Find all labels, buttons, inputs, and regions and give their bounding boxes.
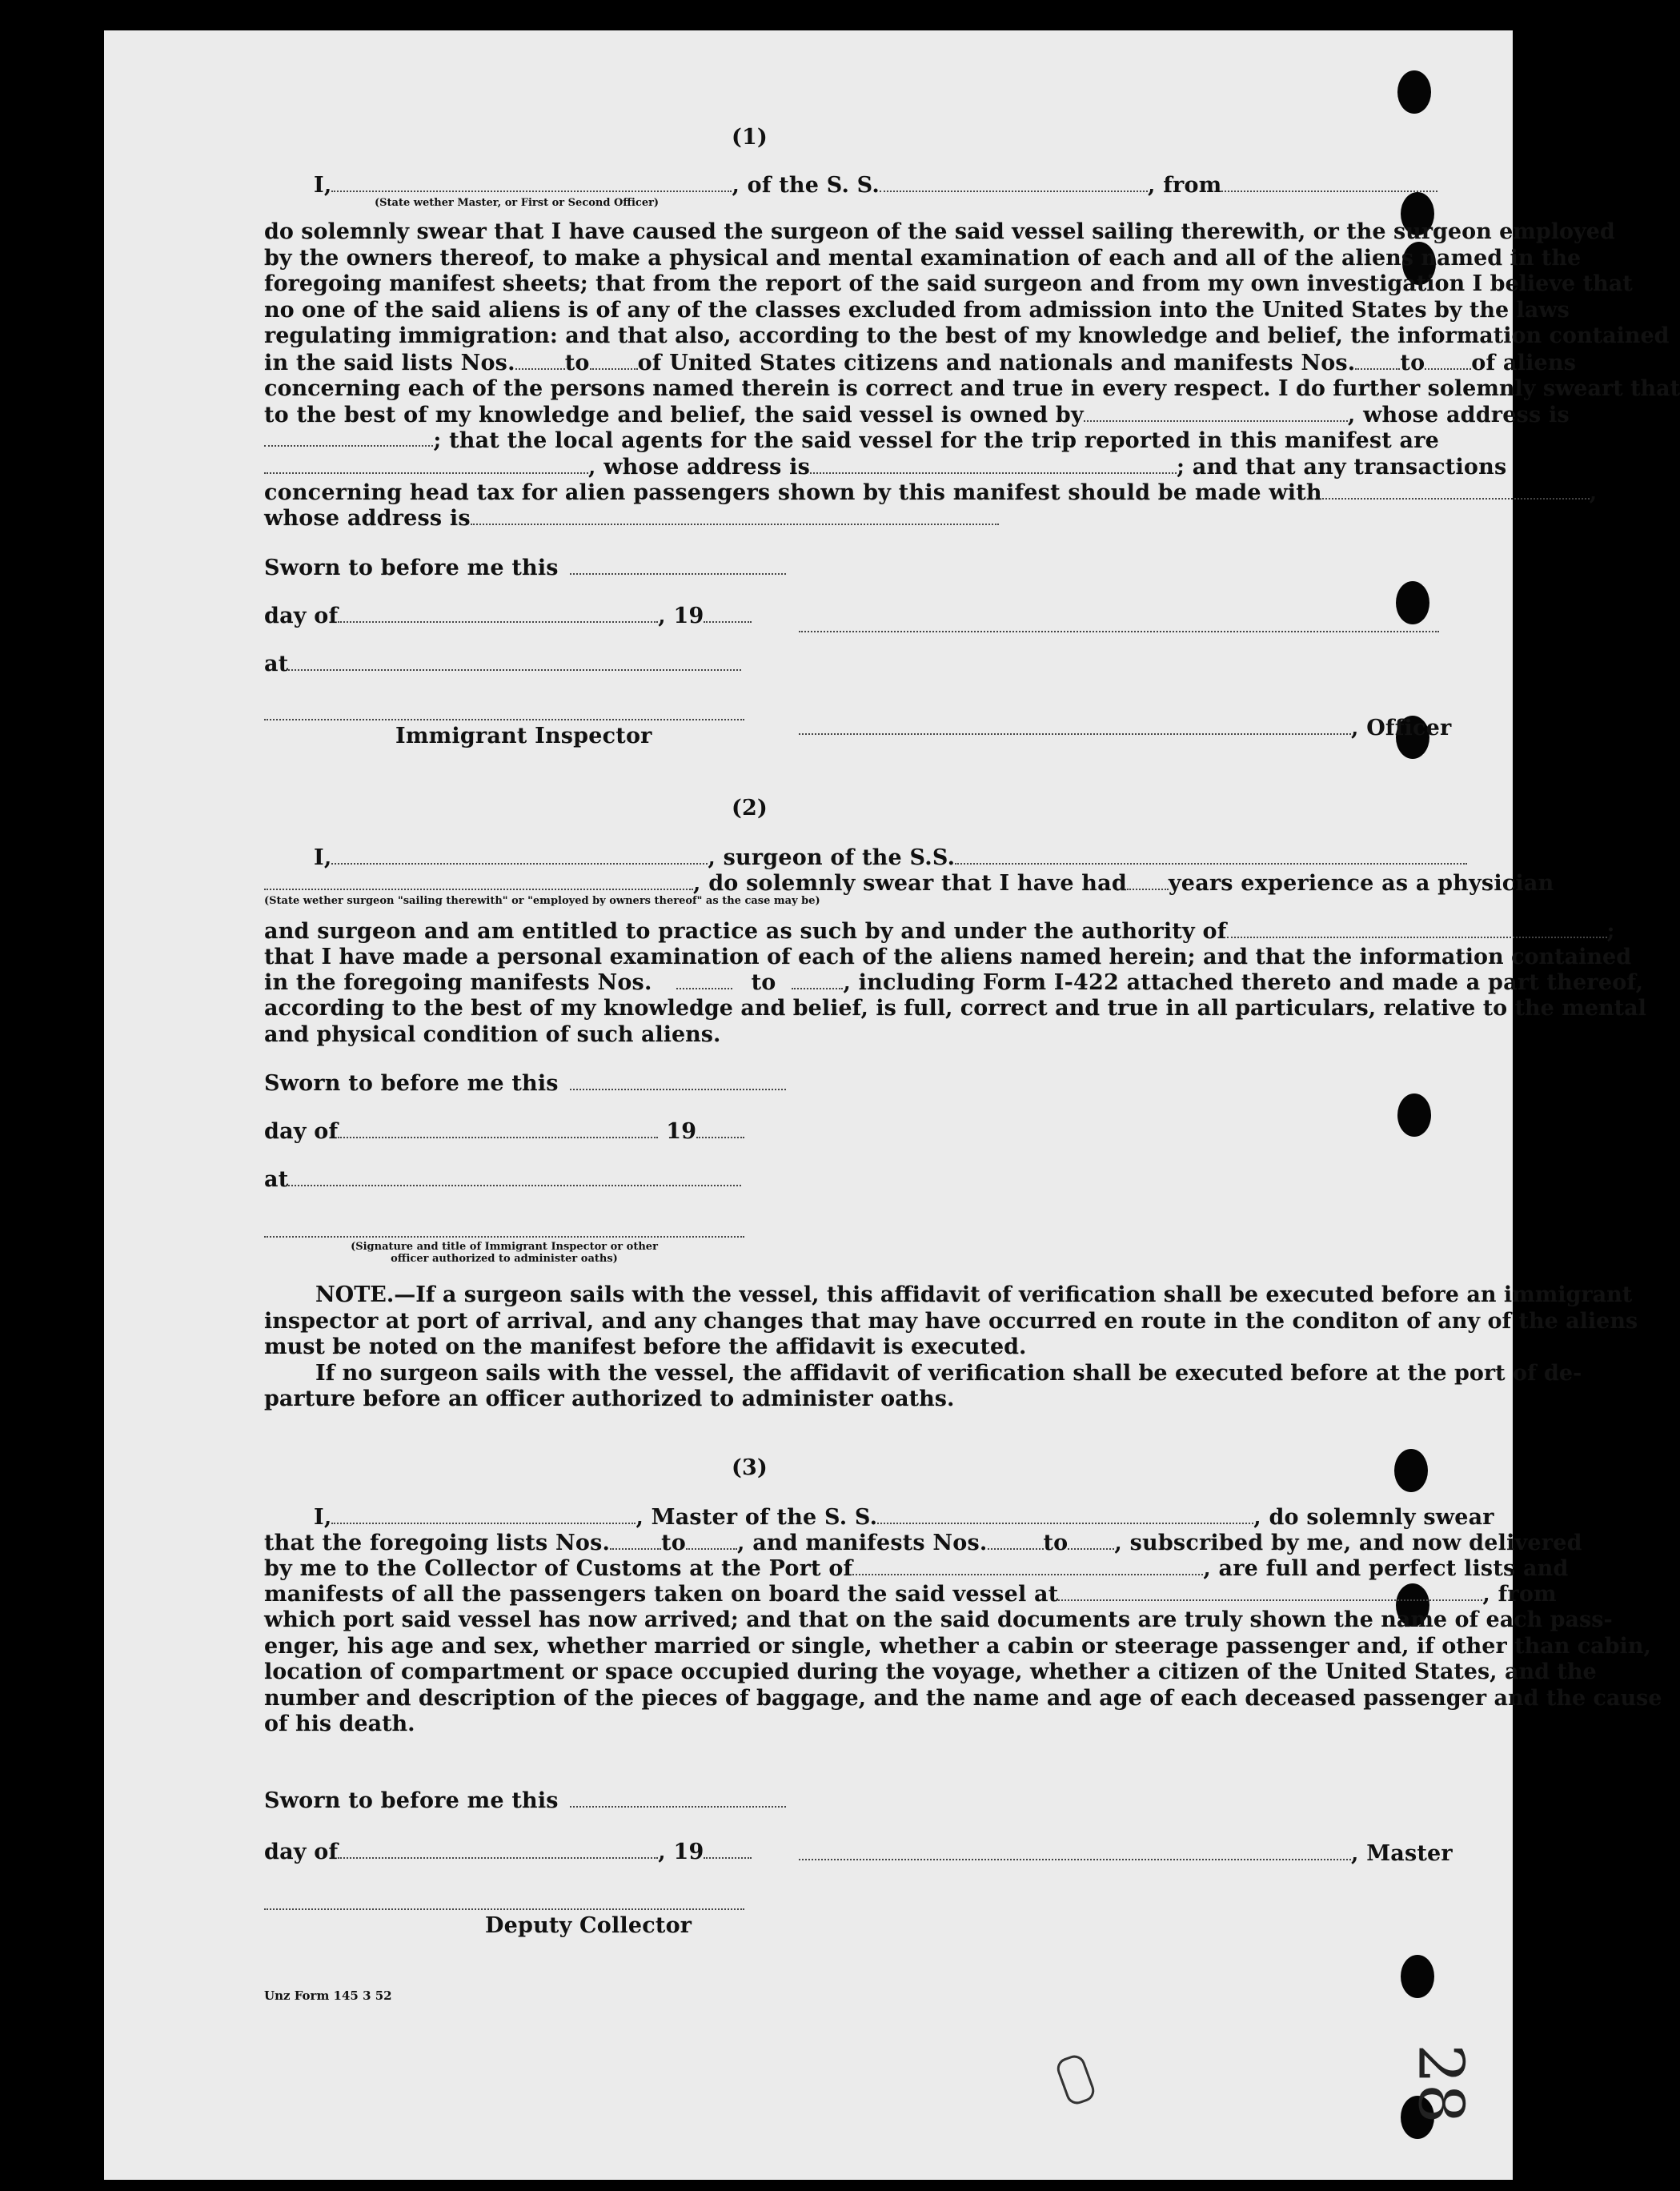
form-number: Unz Form 145 3 52 xyxy=(264,1988,392,2003)
day-of-label-2: day of 19 xyxy=(264,1119,744,1144)
examination-line: that I have made a personal examination of each of the aliens named herein; and that the information contained xyxy=(264,945,1632,969)
sworn-label-3: Sworn to before me this xyxy=(264,1788,786,1813)
section-3-first-line: I, , Master of the S. S. , do solemnly swear xyxy=(314,1505,1494,1530)
punch-hole xyxy=(1401,1955,1434,1998)
i-label: I, xyxy=(314,173,332,198)
sworn-label: Sworn to before me this xyxy=(264,556,786,580)
master-officer-note: (State wether Master, or First or Second Officer) xyxy=(375,197,660,209)
immigrant-inspector-label: Immigrant Inspector xyxy=(395,724,652,748)
concerning-line: concerning each of the persons named therein is correct and true in every respect. I do further solemnly sweart that xyxy=(264,376,1680,401)
section-2-second-line: , do solemnly swear that I have had years experience as a physician xyxy=(264,871,1439,896)
collector-line: by me to the Collector of Customs at the Port of , are full and perfect lists and xyxy=(264,1556,1569,1581)
authority-line: and surgeon and am entitled to practice as such by and under the authority of ; xyxy=(264,919,1615,944)
signature-line-inspector xyxy=(264,719,744,720)
section-2-body: according to the best of my knowledge and belief, is full, correct and true in all particulars, relative to the mental and physical condition of such aliens. xyxy=(264,996,1646,1047)
passengers-line: manifests of all the passengers taken on board the said vessel at , from xyxy=(264,1582,1557,1607)
punch-hole xyxy=(1397,70,1431,114)
at-label-2: at xyxy=(264,1167,741,1192)
note-paragraph: NOTE.—If a surgeon sails with the vessel, this affidavit of verification shall be executed before an immigrant inspector at port of arrival, and any changes that may have occurred en route in the conditon of any of the aliens must be noted on the manifest before the affidavit is executed. If no surgeon sails with the vessel, the affidavit of verification shall be executed before at the port of de- parture before an officer authorized to administer oaths. xyxy=(264,1282,1638,1411)
signature-line-collector xyxy=(264,1908,744,1910)
handwritten-mark xyxy=(1054,2053,1097,2108)
officer-line: , Officer xyxy=(799,716,1451,740)
day-of-label: day of , 19 xyxy=(264,604,752,628)
punch-hole xyxy=(1394,1449,1428,1492)
agents-address-line: , whose address is ; and that any transactions xyxy=(264,455,1439,480)
punch-hole xyxy=(1396,581,1429,624)
section-1-first-line xyxy=(314,173,1437,198)
from-label: , from xyxy=(1148,173,1222,198)
handwritten-page-number: 28 xyxy=(1404,2044,1477,2124)
section-1-body: do solemnly swear that I have caused the surgeon of the said vessel sailing therewith, or the surgeon employed by the owners thereof, to make a physical and mental examination of each and all of the aliens named in the foregoing manifest sheets; that from the report of the said surgeon and from my own investigation I believe that no one of the said aliens is of any of the classes excluded from admission into the United States by the laws regulating immigration: and that also, according to the best of my knowledge and belief, the information contained xyxy=(264,219,1670,348)
master-signature-line: , Master xyxy=(799,1841,1453,1866)
surgeon-note: (State wether surgeon "sailing therewith" or "employed by owners thereof" as the case may be) xyxy=(264,895,820,907)
head-tax-address-line: whose address is xyxy=(264,506,999,531)
signature-line-officer-1 xyxy=(799,631,1439,632)
manifests-line: in the foregoing manifests Nos. to , including Form I-422 attached thereto and made a part thereof, xyxy=(264,970,1644,995)
section-2-number: (2) xyxy=(732,796,768,821)
head-tax-line: concerning head tax for alien passengers shown by this manifest should be made with , xyxy=(264,480,1598,505)
deputy-collector-label: Deputy Collector xyxy=(485,1913,692,1938)
agents-line: ; that the local agents for the said vessel for the trip reported in this manifest are xyxy=(264,428,1439,453)
signature-note-2: (Signature and title of Immigrant Inspector or other officer authorized to administer oaths) xyxy=(351,1241,658,1265)
lists-line: in the said lists Nos. to of United States citizens and nationals and manifests Nos. to of aliens xyxy=(264,351,1577,375)
section-2-first-line: I, , surgeon of the S.S. xyxy=(314,845,1467,870)
section-3-number: (3) xyxy=(732,1455,768,1480)
of-ss-label: , of the S. S. xyxy=(732,173,880,198)
sworn-label-2: Sworn to before me this xyxy=(264,1071,786,1096)
owned-by-line: to the best of my knowledge and belief, the said vessel is owned by , whose address is xyxy=(264,403,1570,427)
signature-line-inspector-2 xyxy=(264,1236,744,1238)
day-of-label-3: day of , 19 xyxy=(264,1840,752,1864)
section-3-lists-line: that the foregoing lists Nos. to , and manifests Nos. to , subscribed by me, and now delivered xyxy=(264,1531,1582,1555)
at-label: at xyxy=(264,652,741,676)
section-1-number: (1) xyxy=(732,125,768,150)
manifest-affidavit-page xyxy=(104,30,1680,2180)
section-3-body: which port said vessel has now arrived; and that on the said documents are truly shown the name of each pass- enger, his age and sex, whether married or single, whether a cabin or steerage passenger and, if other than cabin, location of compartment or space occupied during the voyage, whether a citizen of the United States, and the number and description of the pieces of baggage, and the name and age of each deceased passenger and the cause of his death. xyxy=(264,1607,1662,1736)
punch-hole xyxy=(1397,1093,1431,1137)
